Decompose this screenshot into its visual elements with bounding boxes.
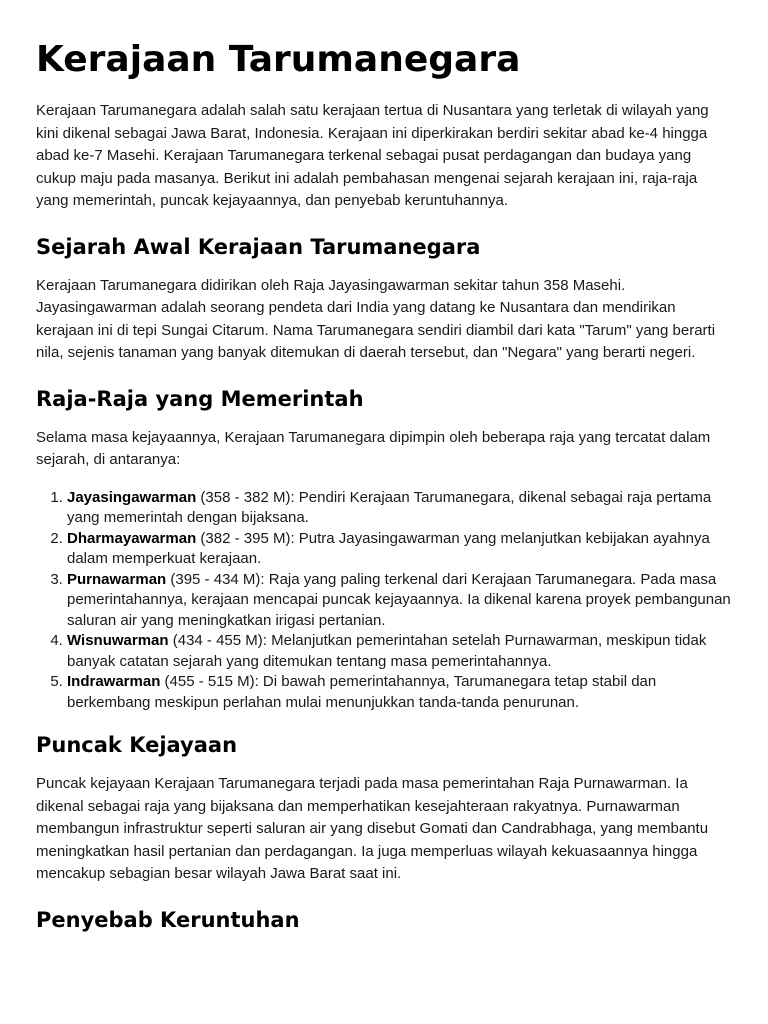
list-item (67, 570, 732, 632)
king-name: Dharmayawarman (67, 529, 197, 547)
list-item (67, 672, 732, 713)
king-list (36, 488, 732, 714)
king-name: Purnawarman (67, 570, 167, 588)
king-name: Wisnuwarman (67, 632, 169, 649)
list-item (67, 529, 732, 570)
intro-paragraph: Kerajaan Tarumanegara adalah salah satu kerajaan tertua di Nusantara yang terletak di wilayah yang kini dikenal sebagai Jawa Barat, Indonesia. Kerajaan ini diperkirakan berdiri sekitar abad ke-4 hingga abad ke-7 Masehi. Kerajaan Tarumanegara terkenal sebagai pusat perdagangan dan budaya yang cukup maju pada masanya. Berikut ini adalah pembahasan mengenai sejarah kerajaan ini, raja-raja yang memerintah, puncak kejayaannya, dan penyebab keruntuhannya. (36, 102, 709, 209)
section-heading-raja: Raja-Raja yang Memerintah (36, 386, 364, 411)
king-name: Jayasingawarman (67, 488, 197, 506)
king-description: (455 - 515 M): Di bawah pemerintahannya, Tarumanegara tetap stabil dan berkembang meskipun perlahan mulai menunjukkan tanda-tanda penurunan. (67, 673, 657, 711)
section-paragraph-sejarah: Kerajaan Tarumanegara didirikan oleh Raja Jayasingawarman sekitar tahun 358 Masehi. Jayasingawarman adalah seorang pendeta dari India yang datang ke Nusantara dan mendirikan kerajaan ini di tepi Sungai Citarum. Nama Tarumanegara sendiri diambil dari kata "Tarum" yang berarti nila, sejenis tanaman yang banyak ditemukan di daerah tersebut, dan "Negara" yang berarti negeri. (36, 276, 716, 361)
king-description: (395 - 434 M): Raja yang paling terkenal dari Kerajaan Tarumanegara. Pada masa pemerintahannya, kerajaan mencapai puncak kejayaannya. Ia dikenal karena proyek pembangunan saluran air yang meningkatkan irigasi pertanian. (67, 570, 731, 629)
section-heading-puncak: Puncak Kejayaan (36, 733, 238, 757)
section-heading-sejarah: Sejarah Awal Kerajaan Tarumanegara (36, 234, 481, 259)
list-item (67, 488, 732, 529)
king-description: (382 - 395 M): Putra Jayasingawarman yang melanjutkan kebijakan ayahnya dalam memperkuat kerajaan. (67, 529, 710, 567)
page-title: Kerajaan Tarumanegara (36, 39, 521, 80)
list-item (67, 631, 732, 672)
king-description: (358 - 382 M): Pendiri Kerajaan Tarumanegara, dikenal sebagai raja pertama yang memerintah dengan bijaksana. (67, 488, 712, 526)
king-description: (434 - 455 M): Melanjutkan pemerintahan setelah Purnawarman, meskipun tidak banyak catatan sejarah yang ditemukan tentang masa pemerintahannya. (67, 632, 707, 670)
king-name: Indrawarman (67, 673, 161, 690)
section-paragraph-puncak: Puncak kejayaan Kerajaan Tarumanegara terjadi pada masa pemerintahan Raja Purnawarman. Ia dikenal sebagai raja yang bijaksana dan memperhatikan kesejahteraan rakyatnya. Purnawarman membangun infrastruktur seperti saluran air yang disebut Gomati dan Candrabhaga, yang membantu meningkatkan hasil pertanian dan perdagangan. Ia juga memperluas wilayah kekuasaannya hingga mencakup sebagian besar wilayah Jawa Barat saat ini. (36, 775, 709, 882)
section-paragraph-raja: Selama masa kejayaannya, Kerajaan Tarumanegara dipimpin oleh beberapa raja yang tercatat dalam sejarah, di antaranya: (36, 428, 711, 468)
section-heading-penyebab: Penyebab Keruntuhan (36, 907, 300, 932)
